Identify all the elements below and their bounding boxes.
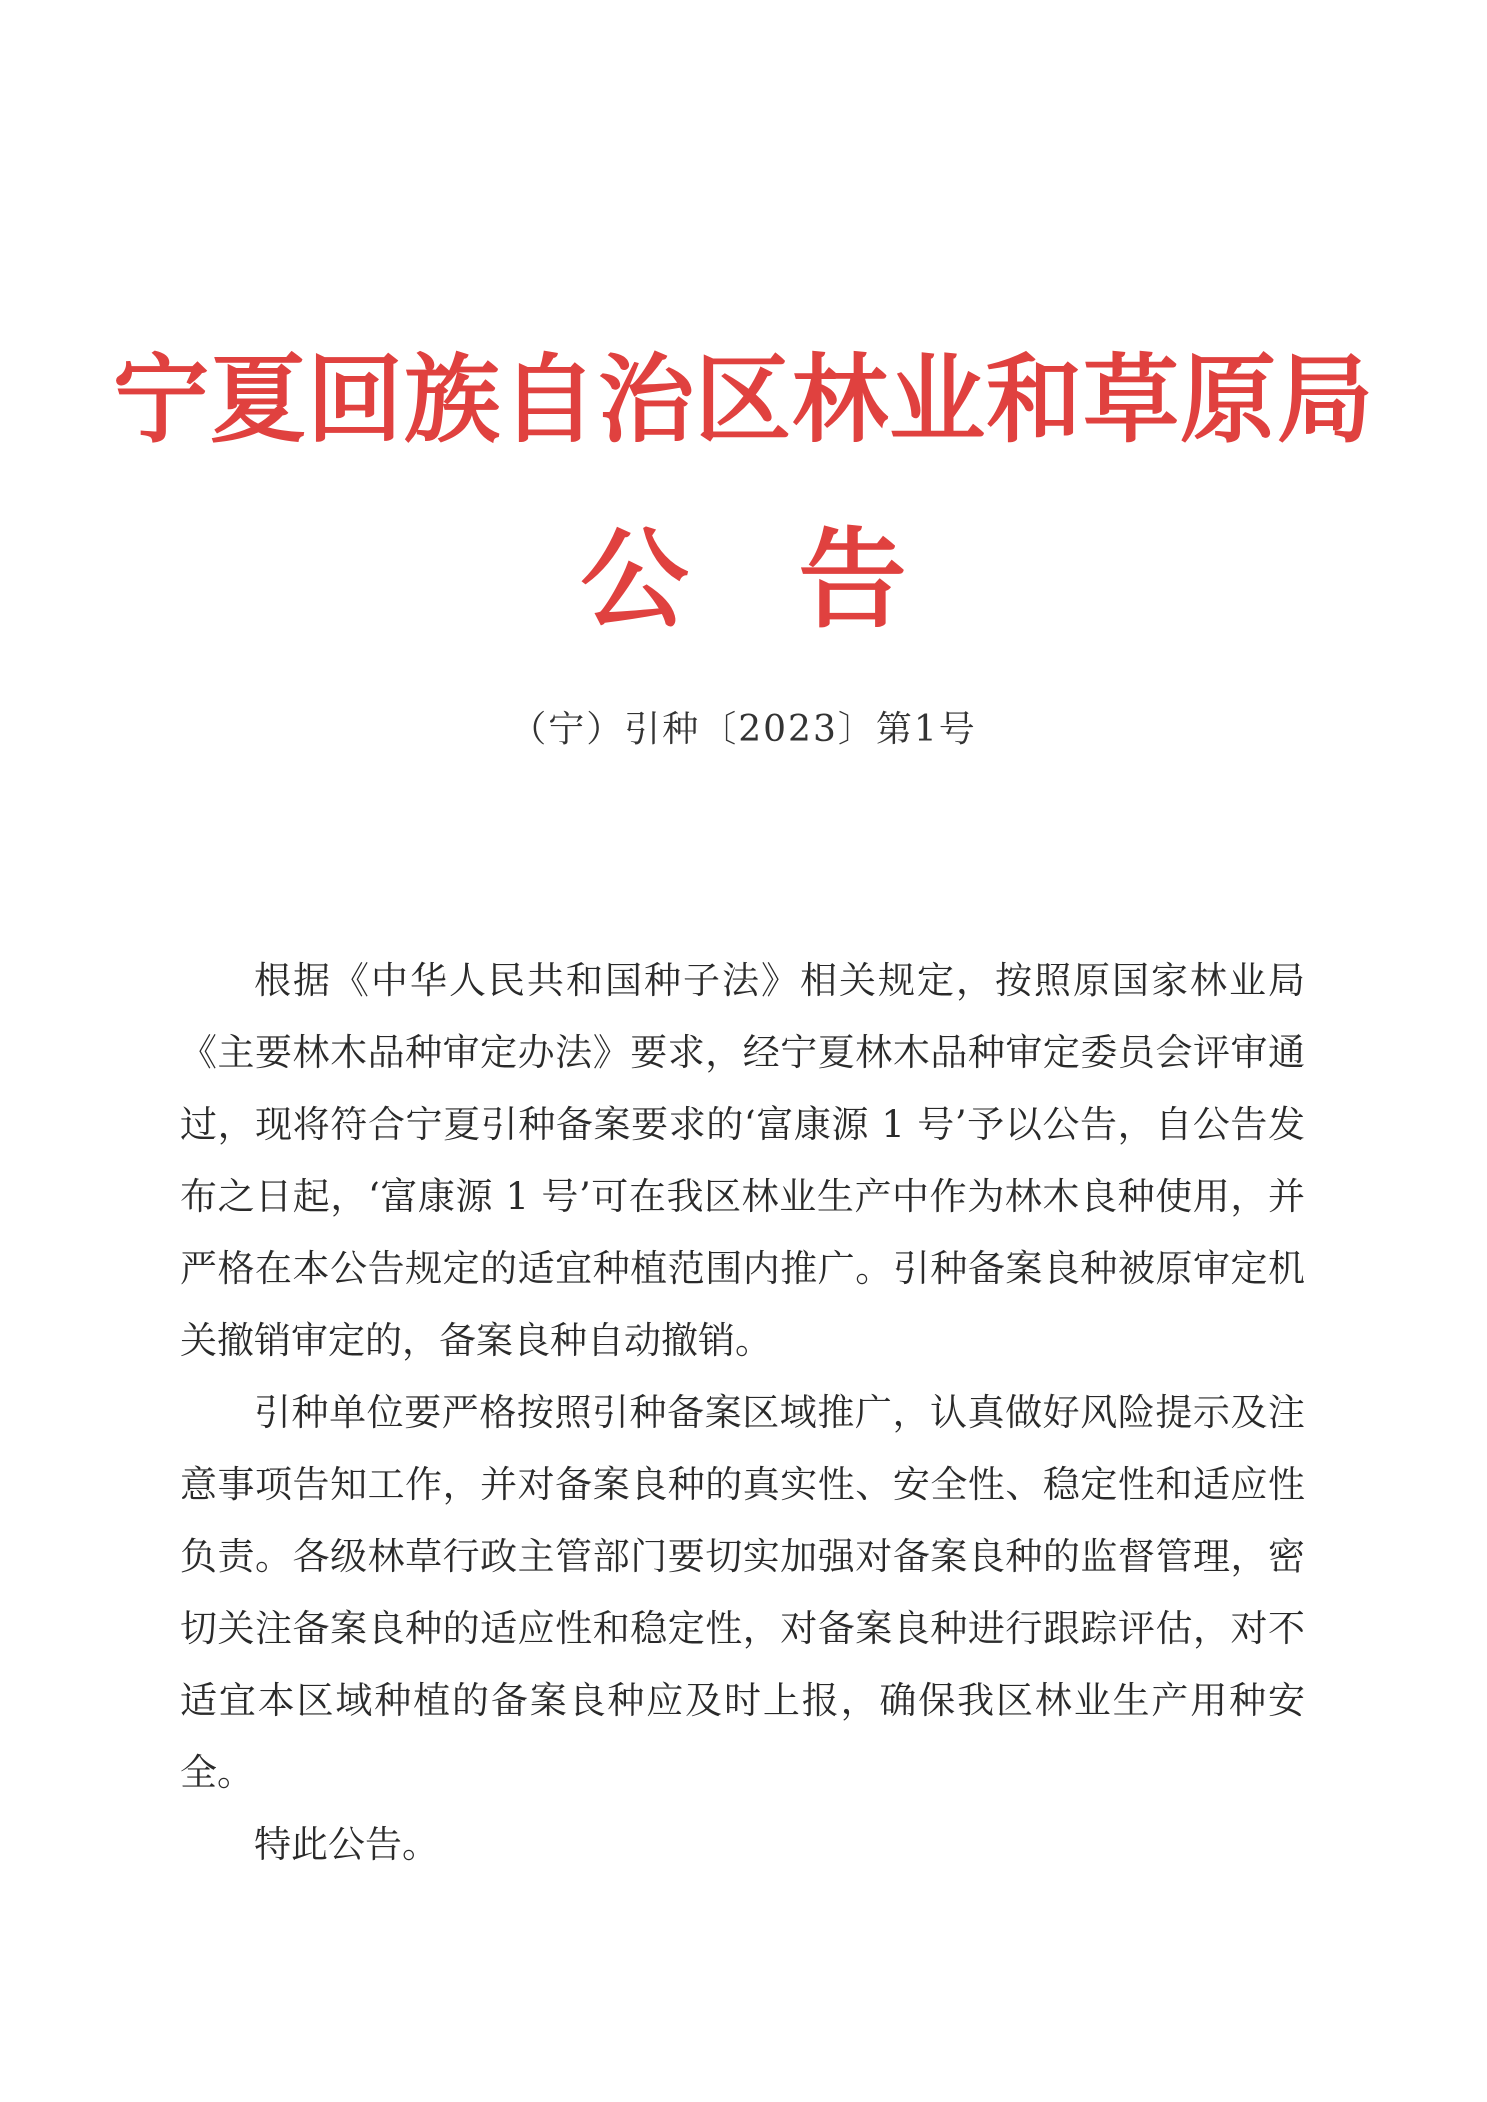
document-type-heading: 公告 [580,517,1017,643]
announcement-body [180,945,1305,1881]
paragraph-closing: 特此公告。 [254,1823,439,1866]
paragraph-responsibilities: 引种单位要严格按照引种备案区域推广，认真做好风险提示及注意事项告知工作，并对备案良种的真实性、安全性、稳定性和适应性负责。各级林草行政主管部门要切实加强对备案良种的监督管理，密切关注备案良种的适应性和稳定性，对备案良种进行跟踪评估，对不适宜本区域种植的备案良种应及时上报，确保我区林业生产用种安全。 [180,1391,1305,1794]
document-number: （宁）引种〔2023〕第1号 [510,709,977,750]
paragraph-legal-basis: 根据《中华人民共和国种子法》相关规定，按照原国家林业局《主要林木品种审定办法》要求，经宁夏林木品种审定委员会评审通过，现将符合宁夏引种备案要求的‘富康源 1 号’予以公告，自公告发布之日起，‘富康源 1 号’可在我区林业生产中作为林木良种使用，并严格在本公告规定的适宜种植范围内推广。引种备案良种被原审定机关撤销审定的，备案良种自动撤销。 [180,959,1305,1362]
issuing-organization-title: 宁夏回族自治区林业和草原局 [113,343,1374,456]
